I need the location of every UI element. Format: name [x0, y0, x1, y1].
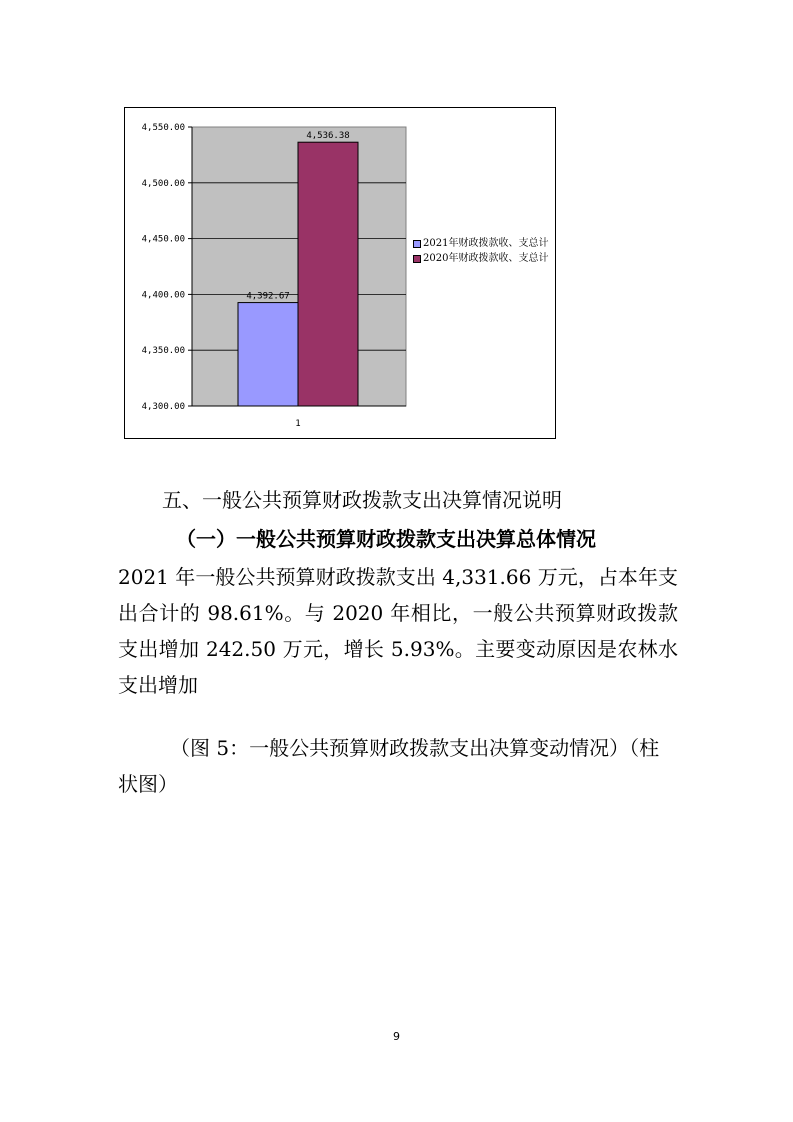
body-paragraph: 2021 年一般公共预算财政拨款支出 4,331.66 万元，占本年支出合计的 98.61%。与 2020 年相比，一般公共预算财政拨款支出增加 242.50 万元，增长 5.93%。主要变动原因是农林水支出增加 — [118, 565, 678, 697]
legend-label: 2020年财政拨款收、支总计 — [423, 253, 549, 264]
y-tick-label: 4,300.00 — [141, 402, 185, 412]
chart-legend — [413, 237, 553, 267]
y-tick-label: 4,350.00 — [141, 346, 185, 357]
chart-svg — [125, 108, 557, 440]
bar — [298, 142, 358, 406]
data-label: 4,536.38 — [306, 131, 350, 142]
y-tick-label: 4,450.00 — [141, 234, 185, 245]
section-heading: 五、一般公共预算财政拨款支出决算情况说明 — [162, 488, 562, 512]
legend-item — [413, 237, 553, 250]
legend-swatch — [413, 255, 421, 263]
legend-item — [413, 252, 553, 265]
figure-caption: （图 5：一般公共预算财政拨款支出决算变动情况）（柱状图） — [118, 736, 660, 796]
legend-swatch — [413, 240, 421, 248]
bar-chart — [124, 107, 556, 439]
y-tick-label: 4,500.00 — [141, 178, 185, 189]
y-tick-label: 4,550.00 — [141, 123, 185, 133]
data-label: 4,392.67 — [246, 291, 290, 302]
page-number: 9 — [393, 1030, 400, 1043]
section-subheading: （一）一般公共预算财政拨款支出决算总体情况 — [176, 527, 596, 551]
legend-label: 2021年财政拨款收、支总计 — [423, 238, 549, 249]
y-tick-label: 4,400.00 — [141, 290, 185, 301]
bar — [238, 303, 298, 406]
x-tick-label: 1 — [295, 419, 301, 429]
